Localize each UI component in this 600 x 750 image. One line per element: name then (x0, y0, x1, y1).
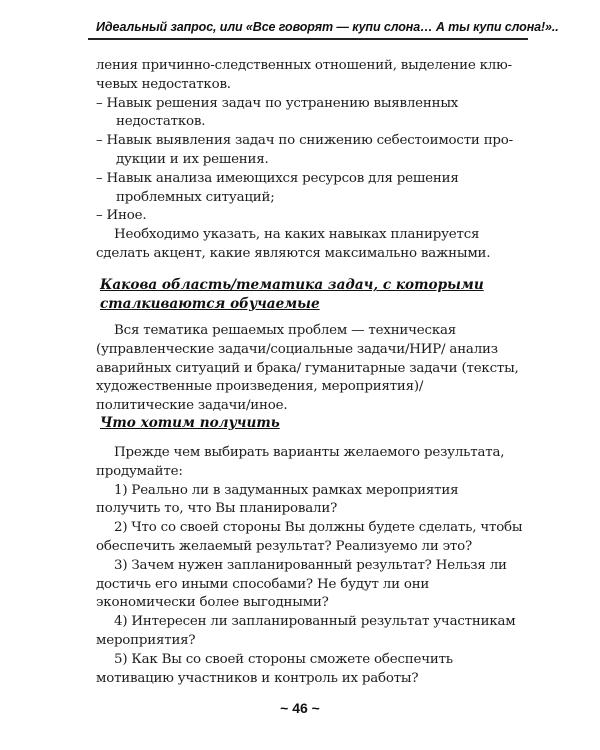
running-head: Идеальный запрос, или «Все говорят — купи слона… А ты купи слона!».. (96, 20, 559, 34)
paragraph: 5) Как Вы со своей стороны сможете обеспечить мотивацию участников и контроль их работы? (96, 651, 453, 686)
paragraph: – Иное. (96, 208, 147, 224)
paragraph: 4) Интересен ли запланированный результат участникам мероприятия? (96, 614, 516, 648)
paragraph: – Навык анализа имеющихся ресурсов для решения проблемных ситуаций; (96, 170, 459, 205)
body-text-block-3 (96, 444, 524, 688)
body-text-block-1 (96, 57, 524, 264)
paragraph: 3) Зачем нужен запланированный результат? Нельзя ли достичь его иными способами? Не будут ли они экономически более выгодными? (96, 557, 507, 611)
page-number: ~ 46 ~ (280, 700, 320, 716)
paragraph: – Навык выявления задач по снижению себестоимости продукции и их решения. (96, 133, 514, 167)
paragraph: Прежде чем выбирать варианты желаемого результата, продумайте: (96, 445, 505, 479)
section-heading-topics: Какова область/тематика задач, с которыми сталкиваются обучаемые (100, 277, 484, 312)
body-text-block-2 (96, 322, 524, 416)
section-heading-goal: Что хотим получить (100, 415, 280, 431)
paragraph: Необходимо указать, на каких навыках планируется сделать акцент, какие являются максимально важными. (96, 227, 491, 261)
paragraph: 2) Что со своей стороны Вы должны будете сделать, чтобы обеспечить желаемый результат? Реализуемо ли это? (96, 520, 523, 554)
paragraph: ления причинно-следственных отношений, выделение ключевых недостатков. (96, 58, 513, 92)
paragraph: Вся тематика решаемых проблем — техническая (управленческие задачи/социальные задачи/НИР/ анализ аварийных ситуаций и брака/ гуманитарные задачи (тексты, художественные произведения, мероприятия)/ политические задачи/иное. (96, 323, 519, 414)
paragraph: – Навык решения задач по устранению выявленных недостатков. (96, 95, 459, 130)
paragraph: 1) Реально ли в задуманных рамках мероприятия получить то, что Вы планировали? (96, 482, 459, 517)
header-rule (88, 38, 528, 40)
